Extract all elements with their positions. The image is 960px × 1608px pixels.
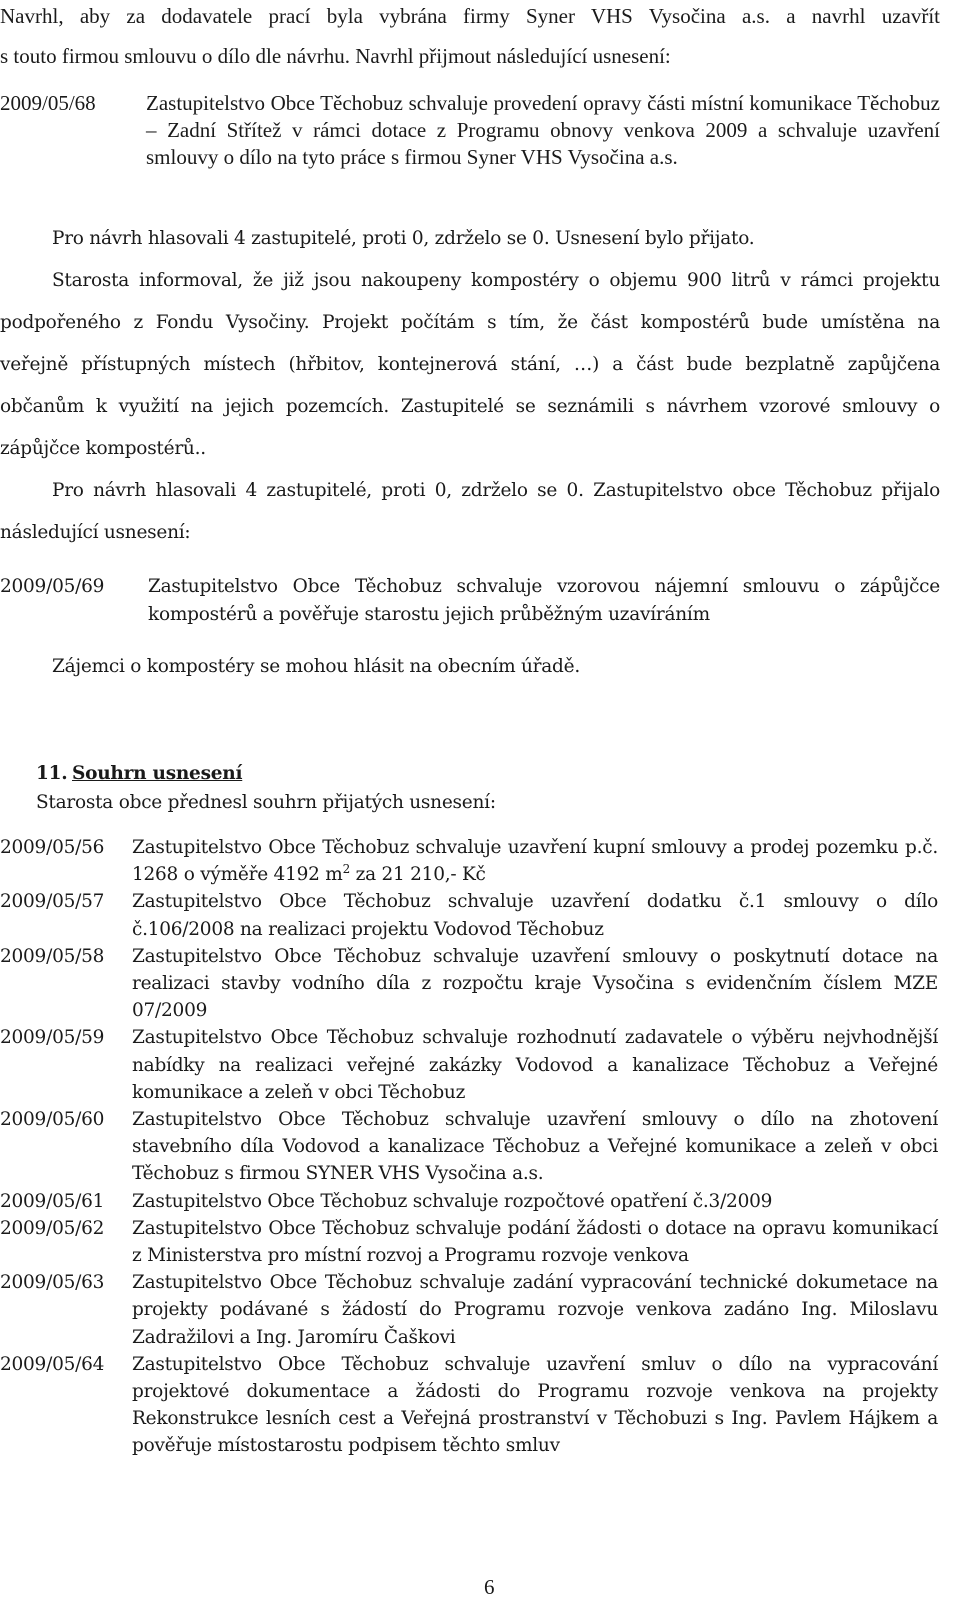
page-number: 6 [484, 1575, 495, 1599]
summary-resolution-number: 2009/05/64 [0, 1353, 105, 1375]
section-number: 11. [36, 763, 68, 784]
summary-resolution-text: Zastupitelstvo Obce Těchobuz schvaluje podání žádosti o dotace na opravu komunikací z Ministerstva pro místní rozvoj a Programu rozvoje venkova [132, 1217, 938, 1267]
summary-resolution-text-tail: za 21 210,- Kč [349, 864, 486, 886]
summary-resolution-text: Zastupitelstvo Obce Těchobuz schvaluje uzavření smlouvy o dílo na zhotovení stavebního díla Vodovod a kanalizace Těchobuz a Veřejné komunikace a zeleň v obci Těchobuz s firmou SYNER VHS Vysočina a.s. [132, 1109, 938, 1185]
intro-line-1: Navrhl, aby za dodavatele prací byla vybrána firmy Syner VHS Vysočina a.s. a navrhl uzavřít [0, 4, 940, 28]
vote-result-2-line-1: Pro návrh hlasovali 4 zastupitelé, proti 0, zdrželo se 0. Zastupitelstvo obce Těchobuz přijalo [52, 480, 940, 501]
composters-line-3: veřejně přístupných místech (hřbitov, kontejnerová stání, …) a část bude bezplatně zapůjčena [0, 354, 940, 375]
composters-line-4: občanům k využití na jejich pozemcích. Zastupitelé se seznámili s návrhem vzorové smlouvy o [0, 396, 940, 417]
section-intro: Starosta obce přednesl souhrn přijatých usnesení: [36, 792, 496, 813]
summary-resolution-number: 2009/05/59 [0, 1027, 105, 1049]
superscript: 2 [342, 862, 350, 877]
summary-resolution-text: Zastupitelstvo Obce Těchobuz schvaluje uzavření smlouvy o poskytnutí dotace na realizaci stavby vodního díla z rozpočtu kraje Vysočina s evidenčním číslem MZE 07/2009 [132, 945, 938, 1022]
summary-resolution-number: 2009/05/60 [0, 1109, 105, 1131]
intro-line-2: s touto firmou smlouvu o dílo dle návrhu. Navrhl přijmout následující usnesení: [0, 44, 671, 68]
summary-resolution-text: Zastupitelstvo Obce Těchobuz schvaluje rozpočtové opatření č.3/2009 [132, 1190, 773, 1212]
section-title: Souhrn usnesení [72, 763, 243, 784]
resolution-summary-list [0, 834, 938, 1460]
vote-result-2-line-2: následující usnesení: [0, 522, 191, 543]
vote-result-1: Pro návrh hlasovali 4 zastupitelé, proti 0, zdrželo se 0. Usnesení bylo přijato. [52, 228, 755, 249]
summary-resolution-text [132, 834, 938, 888]
summary-resolution-number: 2009/05/56 [0, 837, 105, 858]
composters-line-2: podpořeného z Fondu Vysočiny. Projekt počítám s tím, že část kompostérů bude umístěna na [0, 312, 940, 333]
summary-resolution-text: Zastupitelstvo Obce Těchobuz schvaluje uzavření smluv o dílo na vypracování projektové dokumentace a žádosti do Programu rozvoje venkova na projekty Rekonstrukce lesních cest a Veřejná prostranství v Těchobuzi s Ing. Pavlem Hájkem a pověřuje místostarostu podpisem těchto smluv [132, 1353, 938, 1457]
resolution-69-line-1: Zastupitelstvo Obce Těchobuz schvaluje vzorovou nájemní smlouvu o zápůjčce [148, 576, 940, 597]
resolution-69-number: 2009/05/69 [0, 576, 105, 597]
summary-resolution-number: 2009/05/61 [0, 1190, 105, 1212]
summary-resolution-number: 2009/05/57 [0, 891, 105, 913]
summary-resolution-text: Zastupitelstvo Obce Těchobuz schvaluje rozhodnutí zadavatele o výběru nejvhodnější nabídky na realizaci veřejné zakázky Vodovod a kanalizace Těchobuz a Veřejné komunikace a zeleň v obci Těchobuz [132, 1027, 938, 1103]
summary-resolution-number: 2009/05/63 [0, 1272, 105, 1294]
resolution-number: 2009/05/68 [0, 91, 96, 115]
summary-resolution-text: Zastupitelstvo Obce Těchobuz schvaluje uzavření dodatku č.1 smlouvy o dílo č.106/2008 na realizaci projektu Vodovod Těchobuz [132, 891, 938, 940]
summary-resolution-number: 2009/05/62 [0, 1217, 105, 1239]
summary-resolution-number: 2009/05/58 [0, 945, 105, 967]
notice: Zájemci o kompostéry se mohou hlásit na obecním úřadě. [52, 656, 580, 677]
composters-line-1: Starosta informoval, že již jsou nakoupeny kompostéry o objemu 900 litrů v rámci projektu [52, 270, 940, 291]
summary-resolution-text-part: Zastupitelstvo Obce Těchobuz schvaluje uzavření kupní smlouvy a prodej pozemku p.č. 1268 o výměře 4192 m [132, 837, 938, 886]
resolution-text: Zastupitelstvo Obce Těchobuz schvaluje provedení opravy části místní komunikace Těchobuz – Zadní Střítež v rámci dotace z Programu obnovy venkova 2009 a schvaluje uzavření smlouvy o dílo na tyto práce s firmou Syner VHS Vysočina a.s. [146, 91, 940, 169]
resolution-68 [0, 90, 940, 171]
resolution-69-line-2: kompostérů a pověřuje starostu jejich průběžným uzavíráním [148, 604, 710, 625]
composters-line-5: zápůjčce kompostérů.. [0, 438, 206, 459]
summary-resolution-text: Zastupitelstvo Obce Těchobuz schvaluje zadání vypracování technické dokumetace na projekty podávané s žádostí do Programu rozvoje venkova zadáno Ing. Miloslavu Zadražilovi a Ing. Jaromíru Čaškovi [132, 1272, 938, 1348]
